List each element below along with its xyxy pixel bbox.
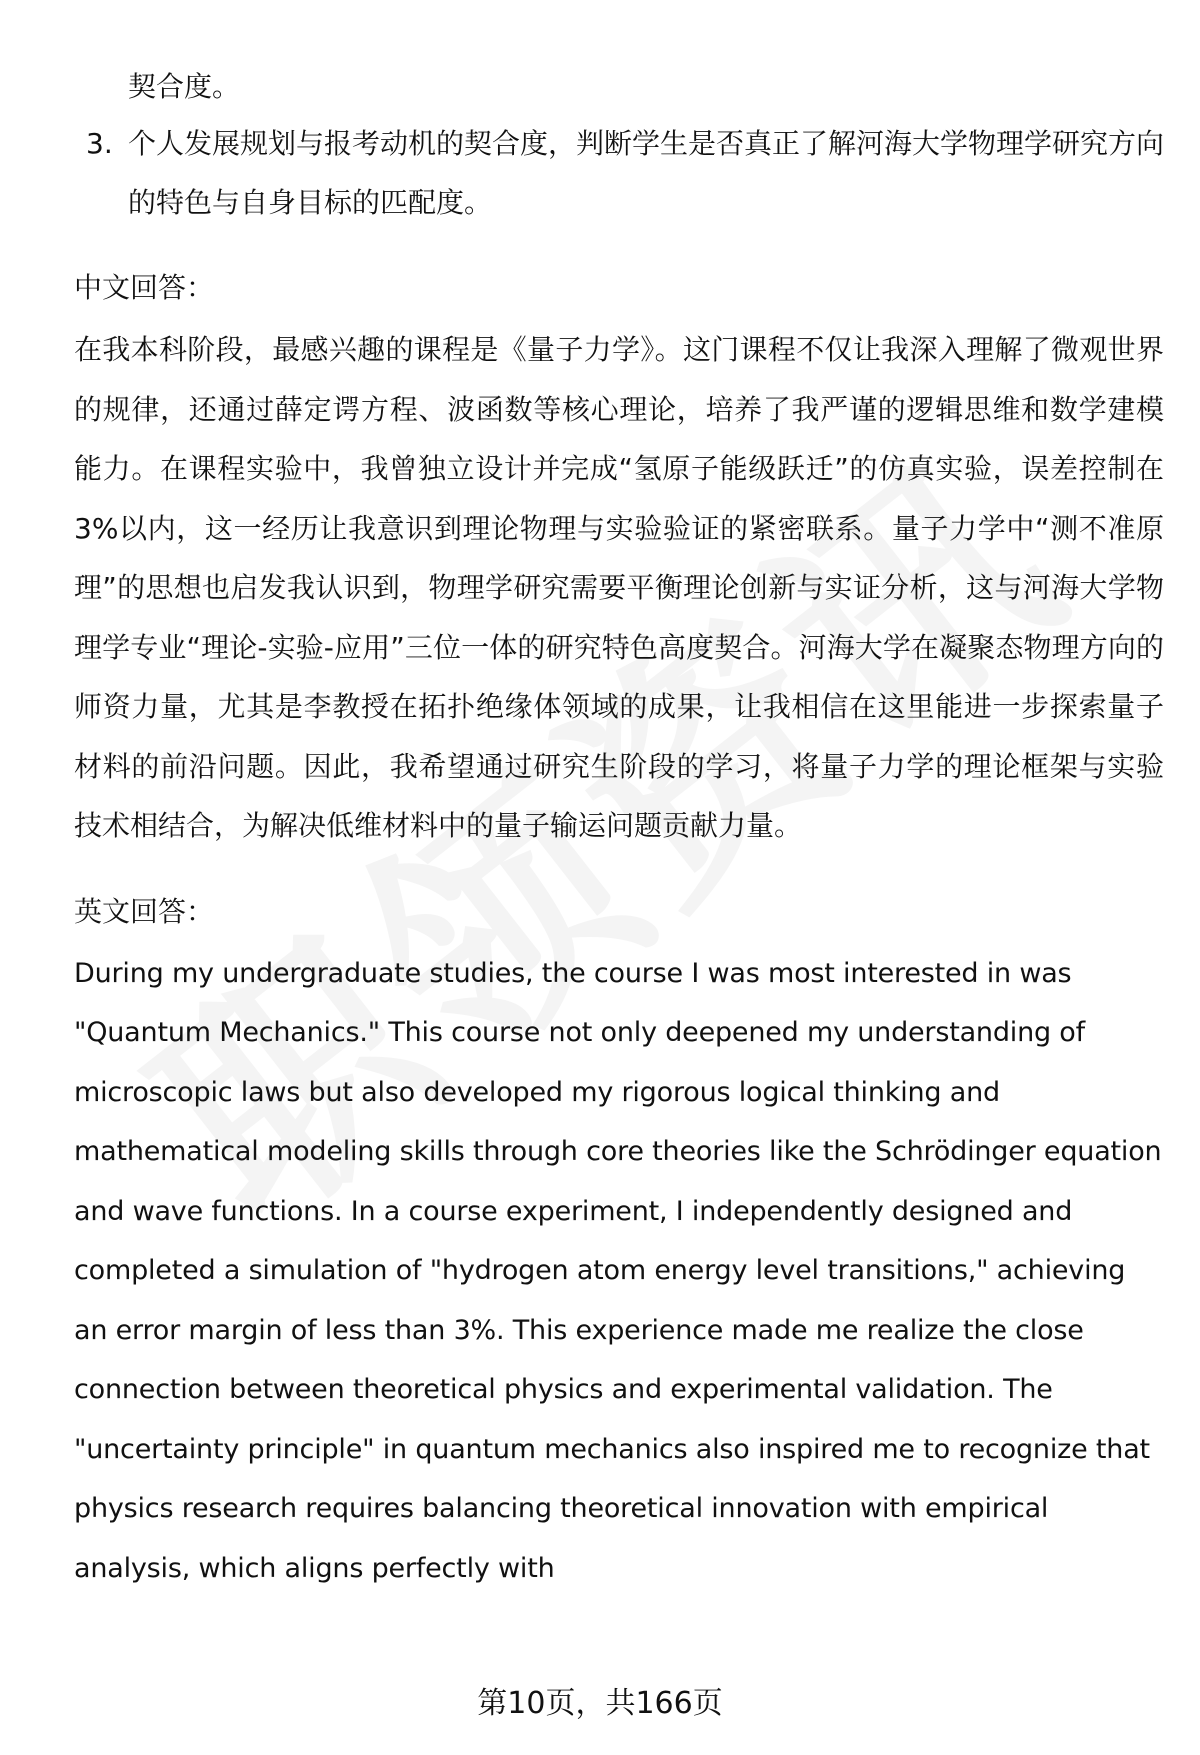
chinese-answer-body: 在我本科阶段，最感兴趣的课程是《量子力学》。这门课程不仅让我深入理解了微观世界的规律，还通过薛定谔方程、波函数等核心理论，培养了我严谨的逻辑思维和数学建模能力。在课程实验中，我曾独立设计并完成“氢原子能级跃迁”的仿真实验，误差控制在3%以内，这一经历让我意识到理论物理与实验验证的紧密联系。量子力学中“测不准原理”的思想也启发我认识到，物理学研究需要平衡理论创新与实证分析，这与河海大学物理学专业“理论-实验-应用”三位一体的研究特色高度契合。河海大学在凝聚态物理方向的师资力量，尤其是李教授在拓扑绝缘体领域的成果，让我相信在这里能进一步探索量子材料的前沿问题。因此，我希望通过研究生阶段的学习，将量子力学的理论框架与实验技术相结合，为解决低维材料中的量子输运问题贡献力量。 [74,333,1164,842]
list-item-continuation: 契合度。 [128,70,241,103]
list-item [74,114,1164,232]
list-item-number: 3. [86,127,113,160]
page-number-footer: 第10页，共166页 [477,1686,723,1721]
list-item-text: 个人发展规划与报考动机的契合度，判断学生是否真正了解河海大学物理学研究方向的特色与自身目标的匹配度。 [128,127,1165,219]
page-content [74,52,1164,1598]
english-answer-body: During my undergraduate studies, the course I was most interested in was "Quantum Mechanics." This course not only deepened my understanding of microscopic laws but also developed my rigorous logical thinking and mathematical modeling skills through core theories like the Schrödinger equation and wave functions. In a course experiment, I independently designed and completed a simulation of "hydrogen atom energy level transitions," achieving an error margin of less than 3%. This experience made me realize the close connection between theoretical physics and experimental validation. The "uncertainty principle" in quantum mechanics also inspired me to recognize that physics research requires balancing theoretical innovation with empirical analysis, which aligns perfectly with [74,957,1162,1584]
chinese-answer-heading: 中文回答： [74,271,215,304]
english-answer-heading: 英文回答： [74,894,215,928]
